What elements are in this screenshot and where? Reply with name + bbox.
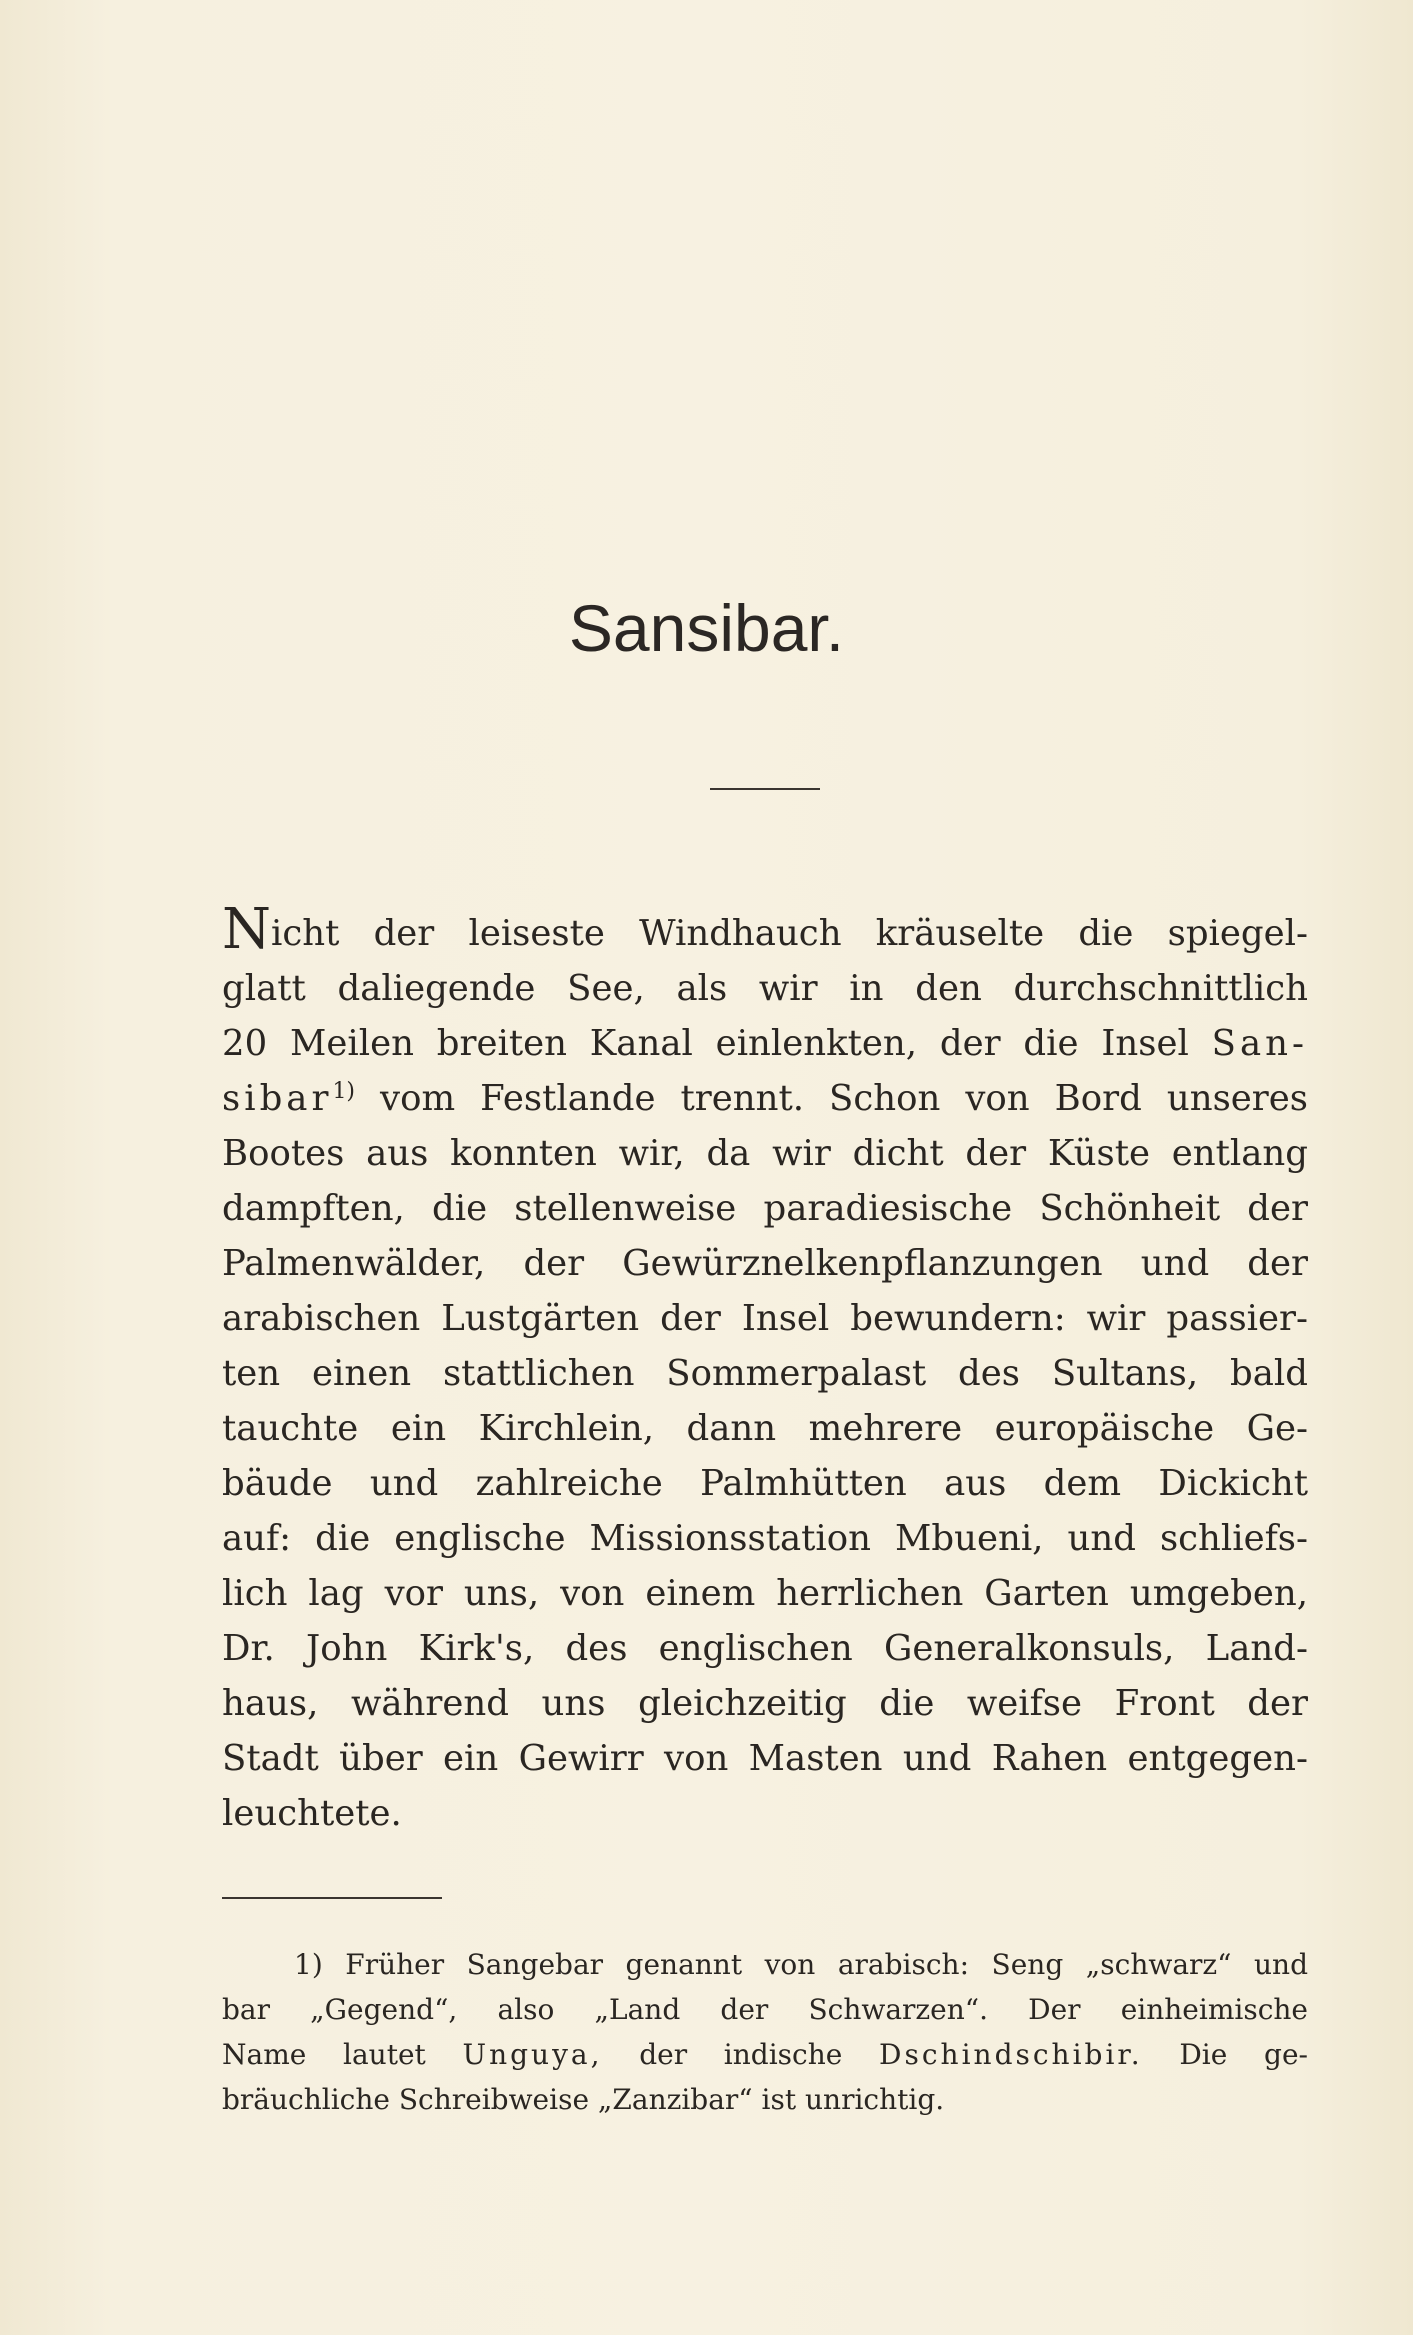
text-line: Nicht der leiseste Windhauch kräuselte die spiegel-	[222, 906, 1308, 961]
text-line: tauchte ein Kirchlein, dann mehrere europäische Ge-	[222, 1408, 1308, 1449]
footnote	[222, 1942, 1308, 2122]
text-line: glatt daliegende See, als wir in den durchschnittlich	[222, 968, 1308, 1009]
body-paragraph	[222, 906, 1308, 1841]
footnote-line: Name lautet Unguya, der indische Dschindschibir. Die ge-	[222, 2038, 1308, 2071]
text-line: arabischen Lustgärten der Insel bewundern: wir passier-	[222, 1298, 1308, 1339]
text-line: leuchtete.	[222, 1793, 402, 1834]
text-line: sibar$^{1)}$ vom Festlande trennt. Schon von Bord unseres	[222, 1078, 1308, 1119]
text-line: auf: die englische Missionsstation Mbueni, und schliefs-	[222, 1518, 1308, 1559]
title-divider	[710, 788, 820, 790]
text-line: bäude und zahlreiche Palmhütten aus dem Dickicht	[222, 1463, 1308, 1504]
text-line: Palmenwälder, der Gewürznelkenpflanzungen und der	[222, 1243, 1308, 1284]
footnote-line: 1) Früher Sangebar genannt von arabisch: Seng „schwarz“ und	[294, 1948, 1308, 1981]
footnote-line: bräuchliche Schreibweise „Zanzibar“ ist unrichtig.	[222, 2083, 945, 2116]
chapter-title: Sansibar.	[568, 591, 845, 665]
footnote-line: bar „Gegend“, also „Land der Schwarzen“. Der einheimische	[222, 1993, 1308, 2026]
text-line: Stadt über ein Gewirr von Masten und Rahen entgegen-	[222, 1738, 1308, 1779]
text-line: Dr. John Kirk's, des englischen Generalkonsuls, Land-	[222, 1628, 1308, 1669]
text-line: 20 Meilen breiten Kanal einlenkten, der die Insel San-	[222, 1023, 1308, 1064]
footnote-reference: 1)	[332, 1079, 356, 1104]
text-line: lich lag vor uns, von einem herrlichen Garten umgeben,	[222, 1573, 1308, 1614]
text-line: haus, während uns gleichzeitig die weifse Front der	[222, 1683, 1308, 1724]
text-line: Bootes aus konnten wir, da wir dicht der Küste entlang	[222, 1133, 1308, 1174]
text-line: dampften, die stellenweise paradiesische Schönheit der	[222, 1188, 1308, 1229]
text-line: ten einen stattlichen Sommerpalast des Sultans, bald	[222, 1353, 1308, 1394]
drop-cap: N	[222, 906, 271, 961]
footnote-divider	[222, 1897, 442, 1899]
